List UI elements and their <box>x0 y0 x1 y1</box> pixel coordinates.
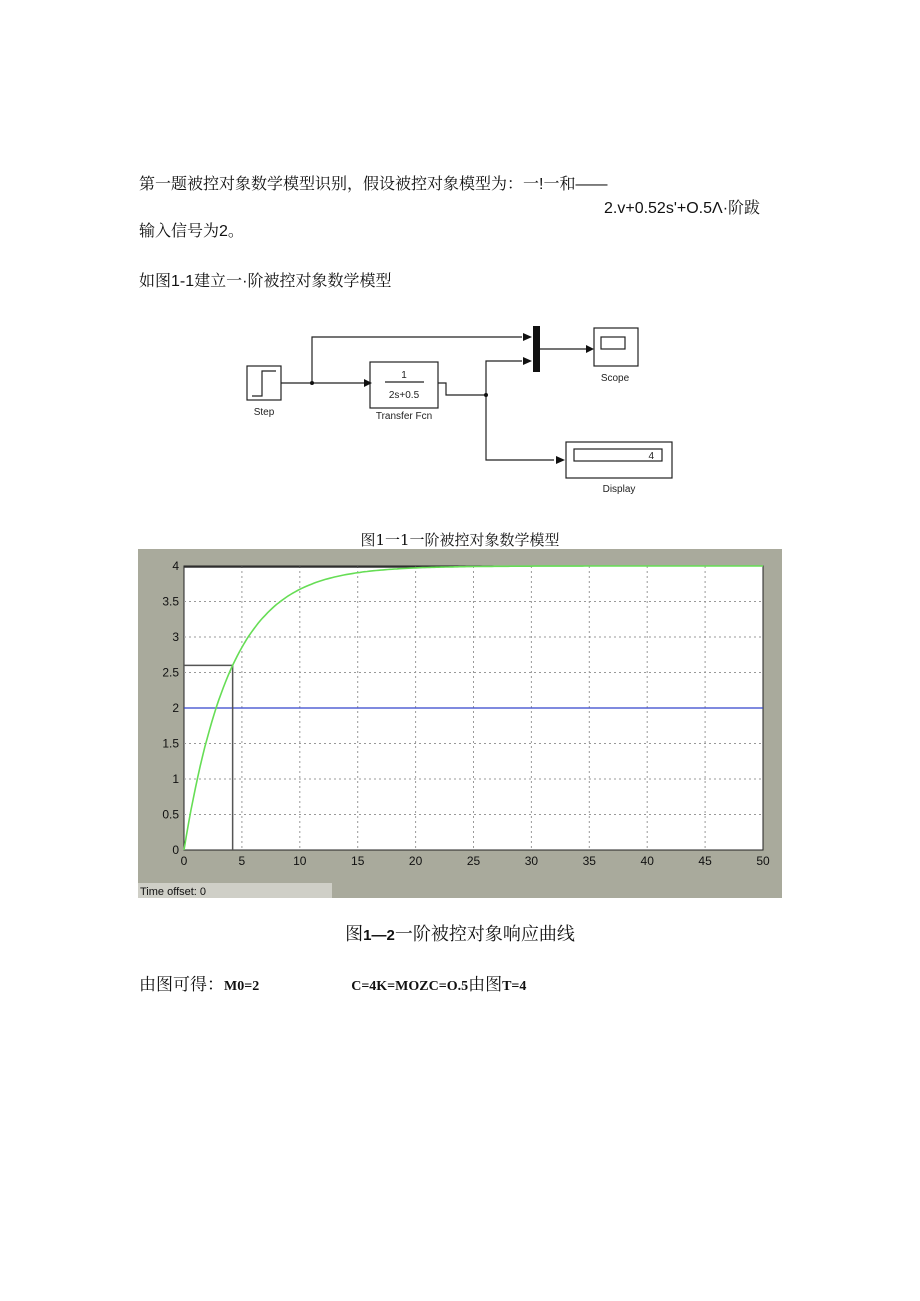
x-tick-label: 45 <box>698 854 712 868</box>
display-block <box>566 442 672 478</box>
tf-numerator: 1 <box>401 370 407 381</box>
problem-statement: 第一题被控对象数学模型识别，假设被控对象模型为：一!一和—— <box>139 176 608 193</box>
y-tick-label: 3 <box>172 630 179 644</box>
scope-response-chart <box>138 549 782 898</box>
y-tick-label: 1 <box>172 772 179 786</box>
x-tick-label: 20 <box>408 854 423 868</box>
scope-label: Scope <box>600 373 630 384</box>
y-tick-label: 4 <box>172 559 179 573</box>
display-label: Display <box>602 484 636 495</box>
transfer-function-denominator-text: 2.v+0.52s'+O.5Λ·阶跋 <box>604 200 761 217</box>
y-tick-label: 2.5 <box>162 665 179 680</box>
tf-label: Transfer Fcn <box>375 411 433 422</box>
y-tick-label: 2 <box>172 701 179 715</box>
x-tick-label: 35 <box>582 854 596 868</box>
input-signal-text: 输入信号为2。 <box>139 223 244 240</box>
x-tick-label: 40 <box>640 854 654 868</box>
simulink-block-diagram <box>240 320 680 500</box>
x-tick-label: 10 <box>293 854 307 868</box>
figure-1-2-caption: 图1—2一阶被控对象响应曲线 <box>345 924 575 945</box>
figure-1-1-caption: 图1一1一阶被控对象数学模型 <box>360 531 560 549</box>
y-tick-label: 3.5 <box>162 594 179 609</box>
x-tick-label: 25 <box>466 854 481 868</box>
time-offset-label: Time offset: 0 <box>140 886 207 898</box>
y-tick-label: 1.5 <box>162 736 179 751</box>
x-tick-label: 50 <box>756 854 770 868</box>
mux-block <box>533 326 540 372</box>
x-tick-label: 0 <box>180 854 188 868</box>
transfer-fcn-block <box>370 362 438 408</box>
x-tick-label: 15 <box>351 854 365 868</box>
step-label: Step <box>253 407 275 418</box>
y-tick-label: 0.5 <box>162 807 179 822</box>
x-tick-label: 5 <box>238 854 246 868</box>
result-text: 由图可得：M0=2 C=4K=MOZC=O.5由图T=4 <box>139 975 527 995</box>
model-build-text: 如图1-1建立一·阶被控对象数学模型 <box>139 273 392 290</box>
x-tick-label: 30 <box>524 854 539 868</box>
y-tick-label: 0 <box>172 843 179 857</box>
tf-denominator: 2s+0.5 <box>388 390 420 401</box>
display-value: 4 <box>648 451 654 462</box>
